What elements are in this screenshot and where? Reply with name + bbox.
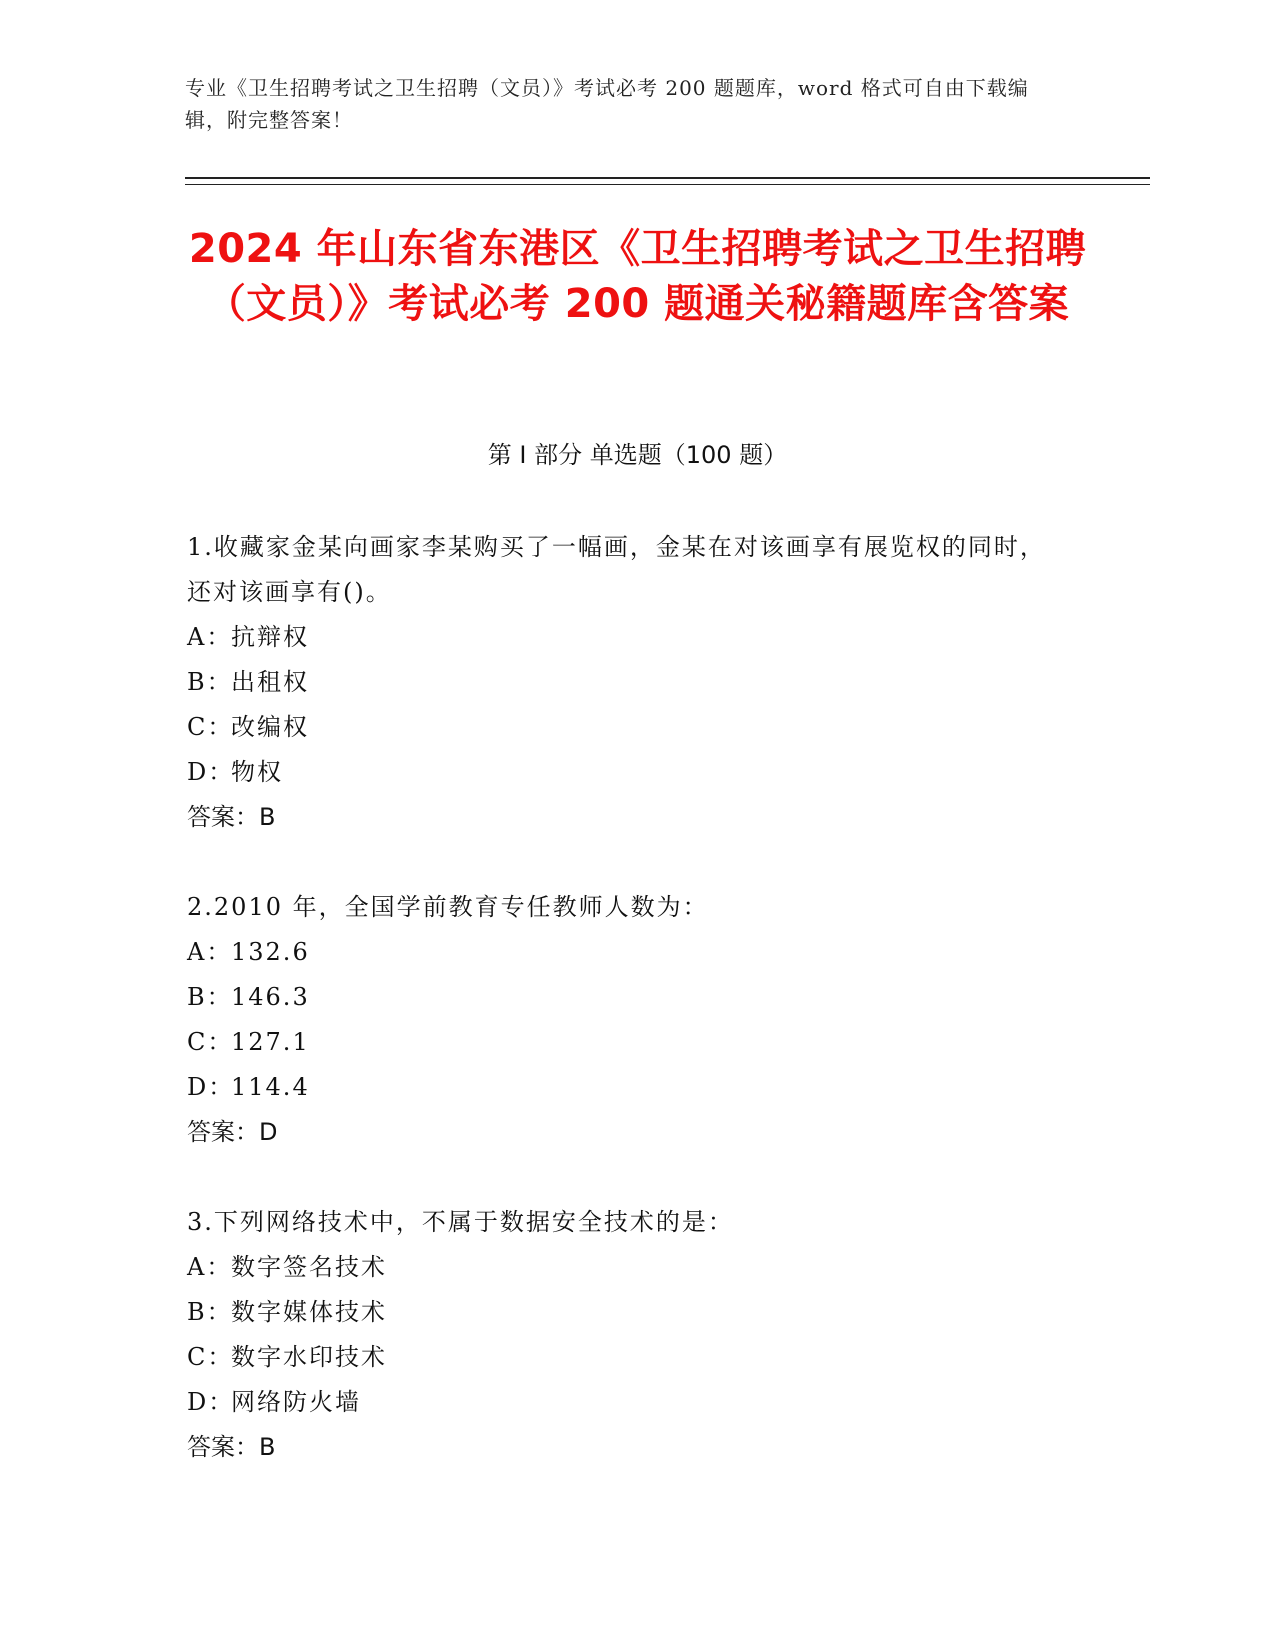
header-note: 专业《卫生招聘考试之卫生招聘（文员）》考试必考 200 题题库，word 格式可自由下载编辑，附完整答案！ bbox=[185, 76, 1029, 132]
option-b bbox=[187, 660, 1067, 705]
question-2 bbox=[187, 885, 1067, 1155]
option-key: B： bbox=[187, 1298, 233, 1326]
option-text: 网络防火墙 bbox=[231, 1388, 361, 1416]
option-b bbox=[187, 1290, 1067, 1335]
option-a bbox=[187, 615, 1067, 660]
option-a bbox=[187, 1245, 1067, 1290]
option-c bbox=[187, 1335, 1067, 1380]
option-key: C： bbox=[187, 1028, 234, 1056]
header-divider-thin bbox=[185, 184, 1150, 185]
question-answer: 答案：D bbox=[187, 1118, 278, 1146]
option-text: 出租权 bbox=[231, 668, 309, 696]
option-d bbox=[187, 750, 1067, 795]
option-d bbox=[187, 1380, 1067, 1425]
option-text: 114.4 bbox=[231, 1073, 310, 1101]
question-1 bbox=[187, 525, 1067, 840]
option-text: 抗辩权 bbox=[231, 623, 309, 651]
option-text: 132.6 bbox=[231, 938, 310, 966]
option-key: D： bbox=[187, 1073, 235, 1101]
question-answer: 答案：B bbox=[187, 803, 276, 831]
question-answer: 答案：B bbox=[187, 1433, 276, 1461]
option-text: 数字签名技术 bbox=[231, 1253, 387, 1281]
option-text: 物权 bbox=[231, 758, 283, 786]
option-text: 数字媒体技术 bbox=[231, 1298, 387, 1326]
option-key: A： bbox=[187, 623, 233, 651]
option-key: B： bbox=[187, 668, 233, 696]
option-text: 数字水印技术 bbox=[231, 1343, 387, 1371]
option-b bbox=[187, 975, 1067, 1020]
option-c bbox=[187, 1020, 1067, 1065]
option-c bbox=[187, 705, 1067, 750]
option-key: C： bbox=[187, 713, 234, 741]
option-key: C： bbox=[187, 1343, 234, 1371]
question-3 bbox=[187, 1200, 1067, 1470]
question-stem: 2.2010 年，全国学前教育专任教师人数为： bbox=[187, 893, 709, 921]
option-key: D： bbox=[187, 758, 235, 786]
document-title: 2024 年山东省东港区《卫生招聘考试之卫生招聘（文员）》考试必考 200 题通关秘籍题库含答案 bbox=[188, 226, 1087, 327]
section-heading: 第 I 部分 单选题（100 题） bbox=[487, 441, 788, 469]
option-key: D： bbox=[187, 1388, 235, 1416]
option-text: 146.3 bbox=[231, 983, 310, 1011]
question-stem: 1.收藏家金某向画家李某购买了一幅画，金某在对该画享有展览权的同时，还对该画享有()。 bbox=[187, 533, 1046, 606]
option-key: A： bbox=[187, 1253, 233, 1281]
option-key: A： bbox=[187, 938, 233, 966]
option-d bbox=[187, 1065, 1067, 1110]
header-divider-thick bbox=[185, 177, 1150, 179]
question-stem: 3.下列网络技术中，不属于数据安全技术的是： bbox=[187, 1208, 734, 1236]
option-text: 改编权 bbox=[231, 713, 309, 741]
option-a bbox=[187, 930, 1067, 975]
option-text: 127.1 bbox=[231, 1028, 310, 1056]
option-key: B： bbox=[187, 983, 233, 1011]
question-list bbox=[187, 525, 1067, 1515]
